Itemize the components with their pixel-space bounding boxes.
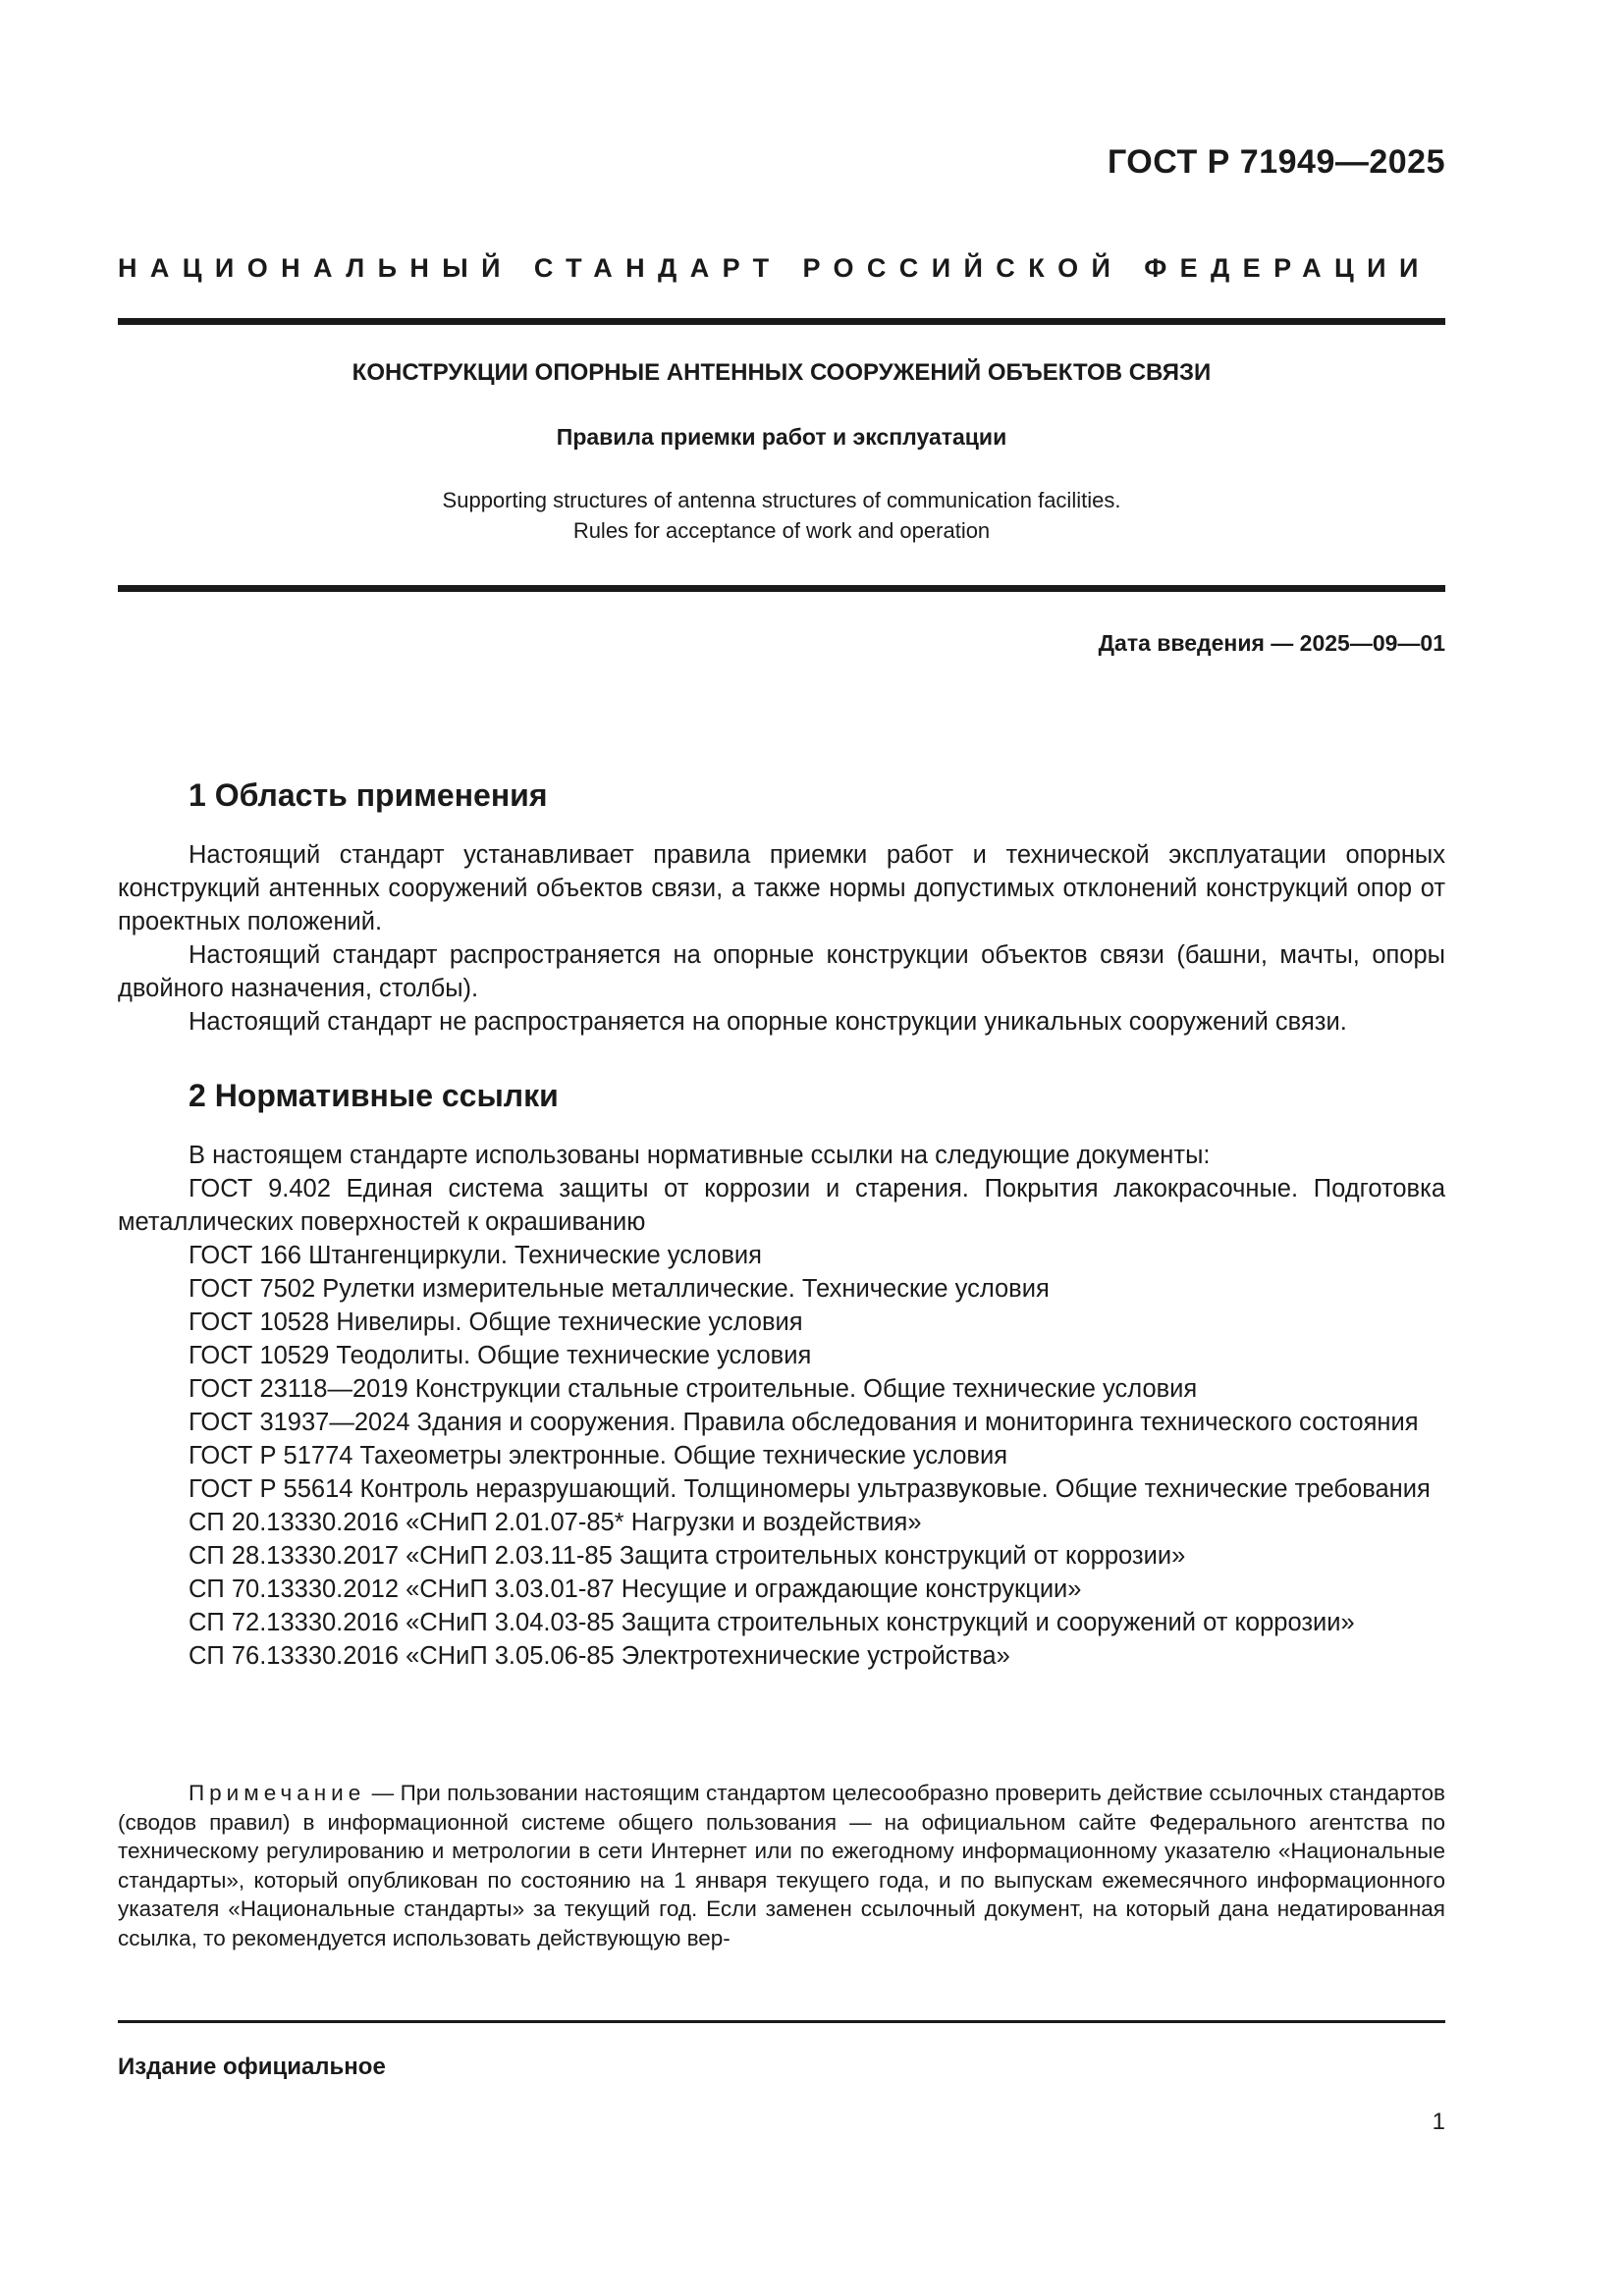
official-edition-label: Издание официальное [118, 2054, 386, 2080]
reference-item: СП 20.13330.2016 «СНиП 2.01.07-85* Нагрузки и воздействия» [189, 1509, 922, 1536]
english-title [118, 485, 1445, 546]
section-1-paragraph: Настоящий стандарт устанавливает правила приемки работ и технической эксплуатации опорных конструкций антенных сооружений объектов связи, а также нормы допустимых отклонений конструкций опор от проектных положений. [118, 841, 1445, 935]
section-2-intro: В настоящем стандарте использованы нормативные ссылки на следующие документы: [189, 1142, 1211, 1169]
national-standard-banner: НАЦИОНАЛЬНЫЙ СТАНДАРТ РОССИЙСКОЙ ФЕДЕРАЦИИ [118, 253, 1432, 283]
section-1-body [118, 838, 1445, 1039]
english-title-line-1: Supporting structures of antenna structures of communication facilities. [442, 488, 1121, 512]
note-label: Примечание [189, 1781, 366, 1805]
doc-id: ГОСТ Р 71949—2025 [1107, 143, 1445, 181]
reference-item: СП 28.13330.2017 «СНиП 2.03.11-85 Защита строительных конструкций от коррозии» [189, 1542, 1186, 1570]
reference-item: СП 70.13330.2012 «СНиП 3.03.01-87 Несущие и ограждающие конструкции» [189, 1575, 1082, 1603]
page-number: 1 [1432, 2109, 1445, 2135]
section-2-heading: 2 Нормативные ссылки [189, 1078, 559, 1113]
standard-subtitle: Правила приемки работ и эксплуатации [556, 424, 1007, 450]
reference-item: ГОСТ 23118—2019 Конструкции стальные строительные. Общие технические условия [189, 1375, 1198, 1403]
document-page [118, 0, 1445, 2296]
introduction-date: Дата введения — 2025—09—01 [1098, 630, 1445, 656]
english-title-line-2: Rules for acceptance of work and operation [572, 518, 991, 543]
header-divider [118, 318, 1445, 325]
footer-divider [118, 2020, 1445, 2023]
reference-item: ГОСТ 10529 Теодолиты. Общие технические условия [189, 1342, 812, 1369]
reference-item: ГОСТ 10528 Нивелиры. Общие технические условия [189, 1308, 803, 1336]
reference-item: ГОСТ Р 51774 Тахеометры электронные. Общие технические условия [189, 1442, 1008, 1469]
reference-item: ГОСТ 31937—2024 Здания и сооружения. Правила обследования и мониторинга технического состояния [189, 1409, 1419, 1436]
standard-title: КОНСТРУКЦИИ ОПОРНЫЕ АНТЕННЫХ СООРУЖЕНИЙ ОБЪЕКТОВ СВЯЗИ [352, 359, 1212, 386]
reference-item: СП 72.13330.2016 «СНиП 3.04.03-85 Защита строительных конструкций и сооружений от коррозии» [189, 1609, 1355, 1636]
reference-item: ГОСТ 166 Штангенциркули. Технические условия [189, 1242, 762, 1269]
section-1-paragraph: Настоящий стандарт не распространяется на опорные конструкции уникальных сооружений связи. [189, 1008, 1347, 1036]
reference-item: ГОСТ 7502 Рулетки измерительные металлические. Технические условия [189, 1275, 1050, 1303]
reference-item: СП 76.13330.2016 «СНиП 3.05.06-85 Электротехнические устройства» [189, 1642, 1010, 1670]
section-1-paragraph: Настоящий стандарт распространяется на опорные конструкции объектов связи (башни, мачты, опоры двойного назначения, столбы). [118, 941, 1445, 1002]
section-1-heading: 1 Область применения [189, 777, 548, 813]
title-divider [118, 585, 1445, 592]
reference-item: ГОСТ 9.402 Единая система защиты от коррозии и старения. Покрытия лакокрасочные. Подготовка металлических поверхностей к окрашиванию [118, 1175, 1445, 1236]
reference-item: ГОСТ Р 55614 Контроль неразрушающий. Толщиномеры ультразвуковые. Общие технические требования [189, 1475, 1431, 1503]
note-text: — При пользовании настоящим стандартом целесообразно проверить действие ссылочных стандартов (сводов правил) в информационной системе общего пользования — на официальном сайте Федерального агентства по техническому регулированию и метрологии в сети Интернет или по ежегодному информационному указателю «Национальные стандарты», который опубликован по состоянию на 1 января текущего года, и по выпускам ежемесячного информационного указателя «Национальные стандарты» за текущий год. Если заменен ссылочный документ, на который дана недатированная ссылка, то рекомендуется использовать действующую вер- [118, 1781, 1445, 1950]
note-paragraph [118, 1779, 1445, 1953]
section-2-body [118, 1139, 1445, 1673]
